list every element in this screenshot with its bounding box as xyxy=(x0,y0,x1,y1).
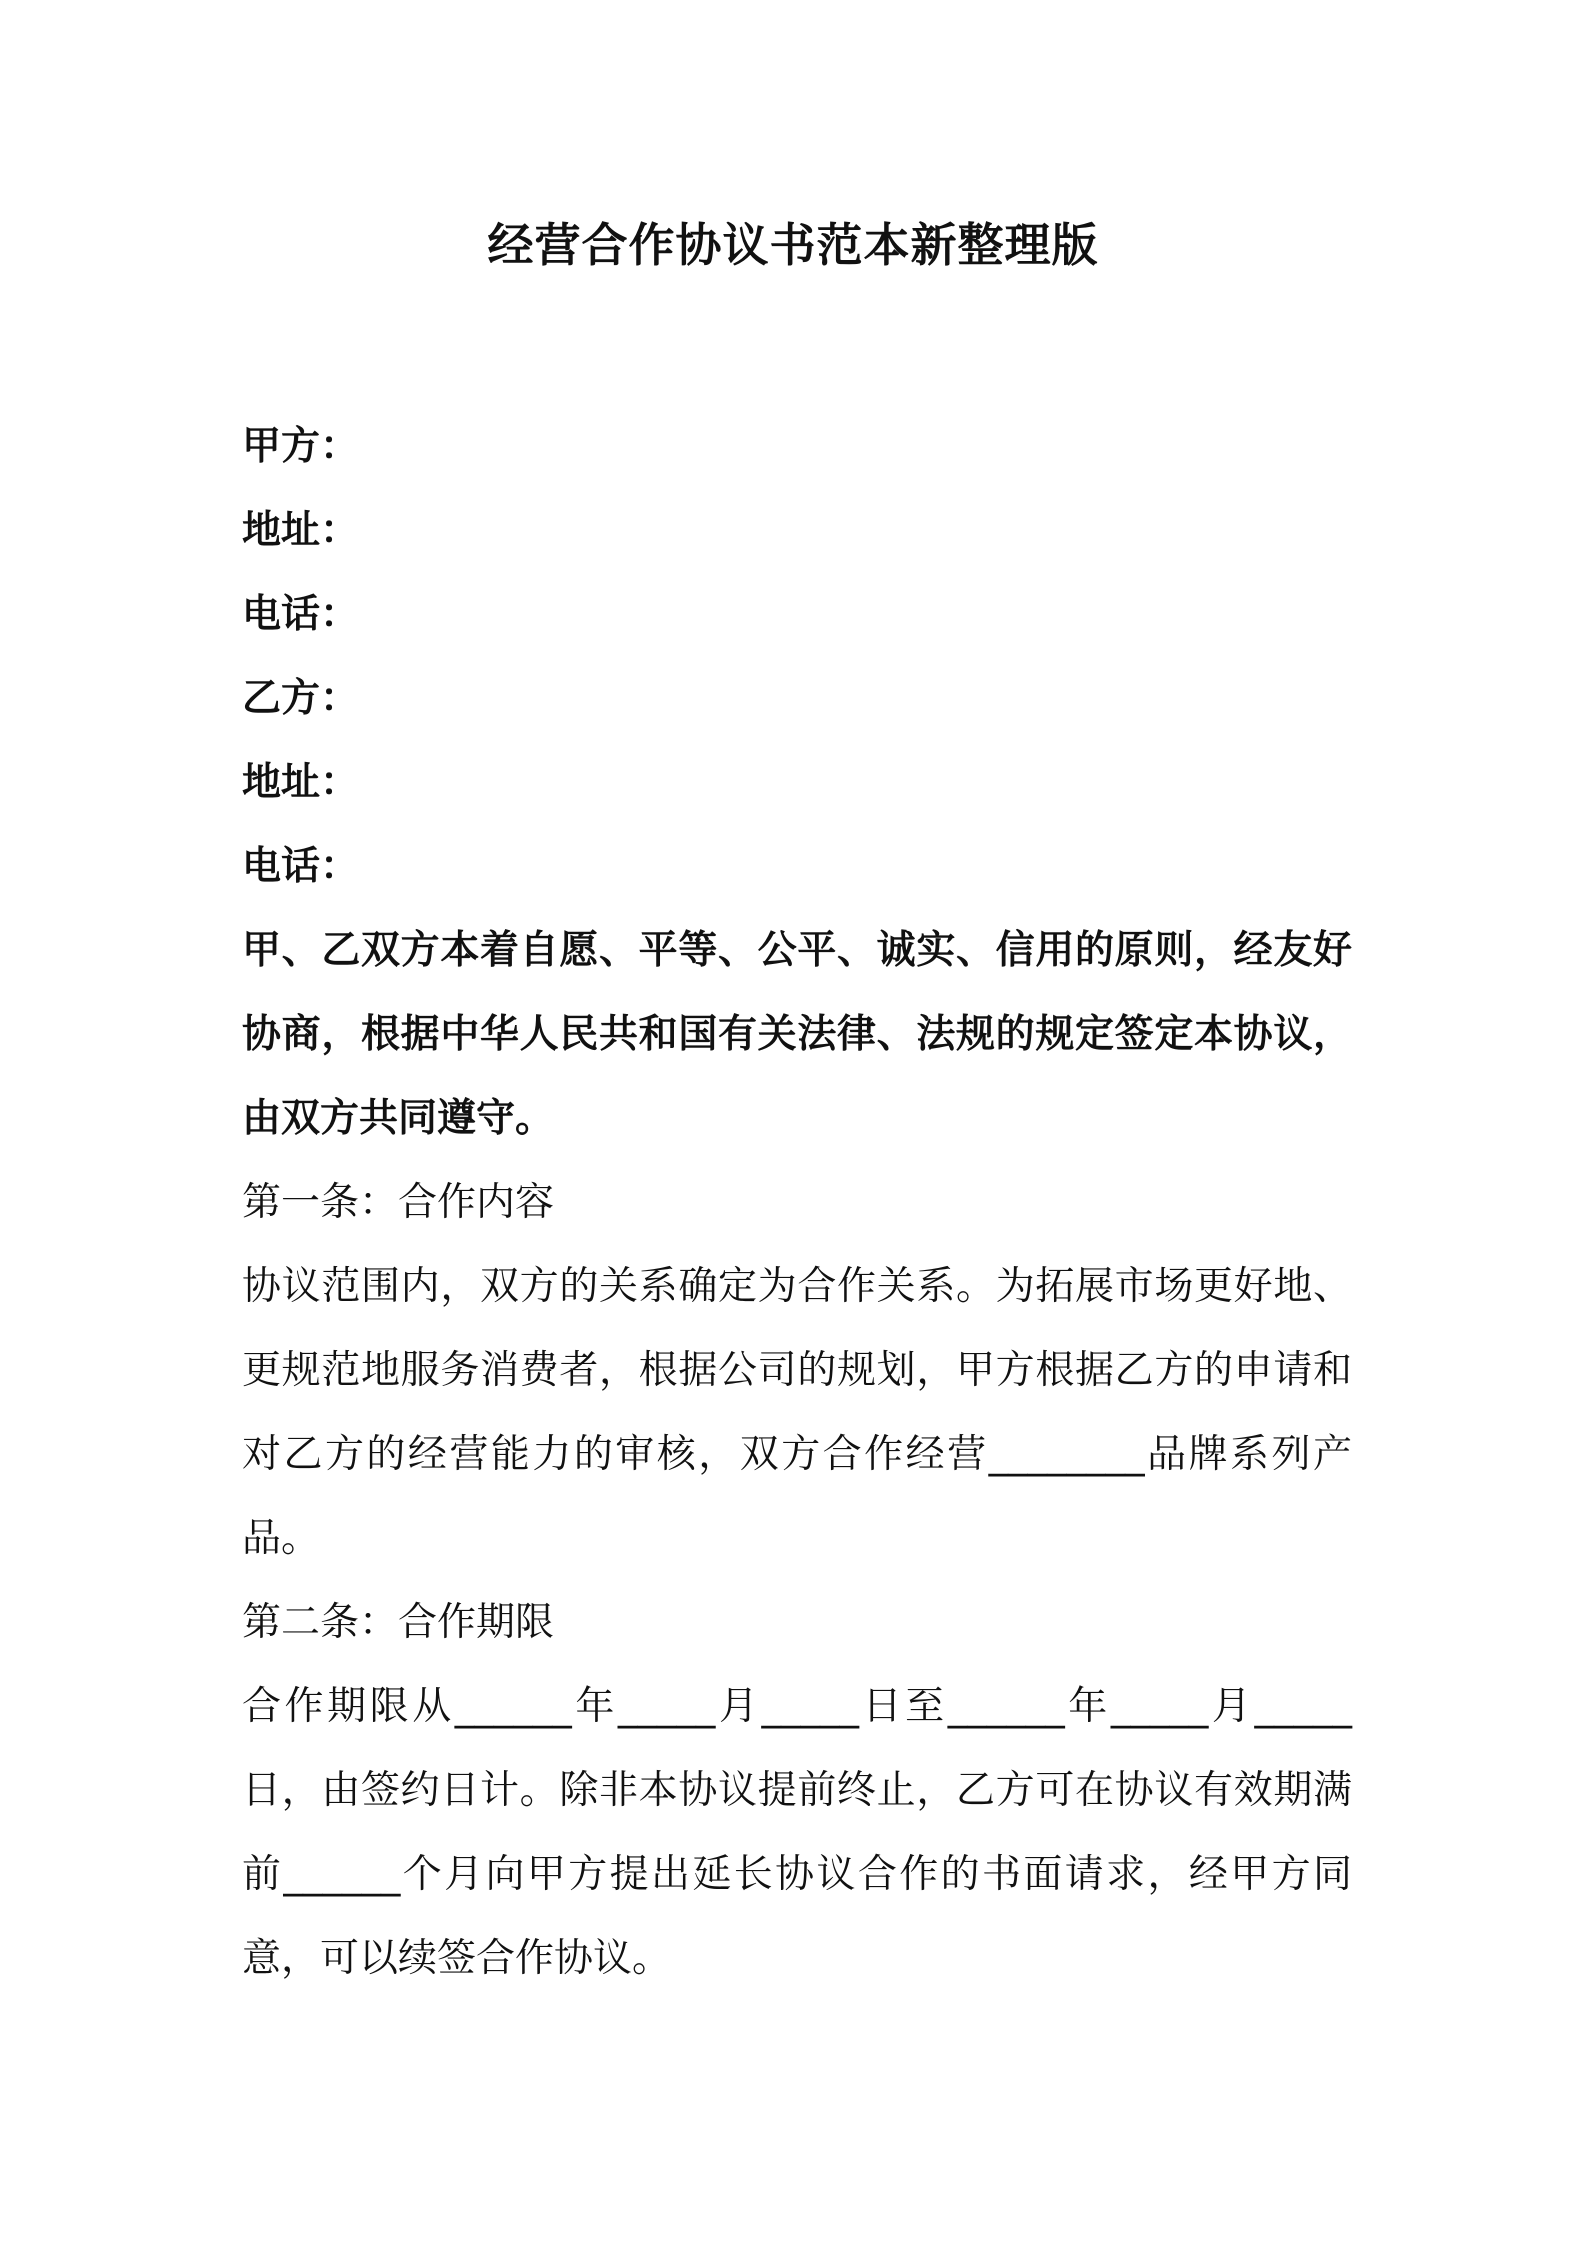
party-a-address-label: 地址： xyxy=(242,508,360,553)
article2-heading: 第二条：合作期限 xyxy=(242,1600,555,1645)
party-b-address-label: 地址： xyxy=(242,760,360,805)
article1-paragraph: 协议范围内，双方的关系确定为合作关系。为拓展市场更好地、更规范地服务消费者，根据公司的规划，甲方根据乙方的申请和对乙方的经营能力的审核，双方合作经营________品牌系列产品。 xyxy=(242,1264,1352,1561)
preamble-paragraph: 甲、乙双方本着自愿、平等、公平、诚实、信用的原则，经友好协商，根据中华人民共和国有关法律、法规的规定签定本协议，由双方共同遵守。 xyxy=(242,928,1352,1141)
article2-paragraph: 合作期限从______年_____月_____日至______年_____月_____日，由签约日计。除非本协议提前终止，乙方可在协议有效期满前______个月向甲方提出延长协议合作的书面请求，经甲方同意，可以续签合作协议。 xyxy=(242,1684,1352,1981)
document-body xyxy=(242,405,1352,2001)
party-a-label: 甲方： xyxy=(242,424,360,469)
article1-heading: 第一条：合作内容 xyxy=(242,1180,555,1225)
party-b-label: 乙方： xyxy=(242,676,360,721)
party-b-phone-label: 电话： xyxy=(242,844,360,889)
party-a-phone-label: 电话： xyxy=(242,592,360,637)
document-title: 经营合作协议书范本新整理版 xyxy=(487,218,1099,272)
